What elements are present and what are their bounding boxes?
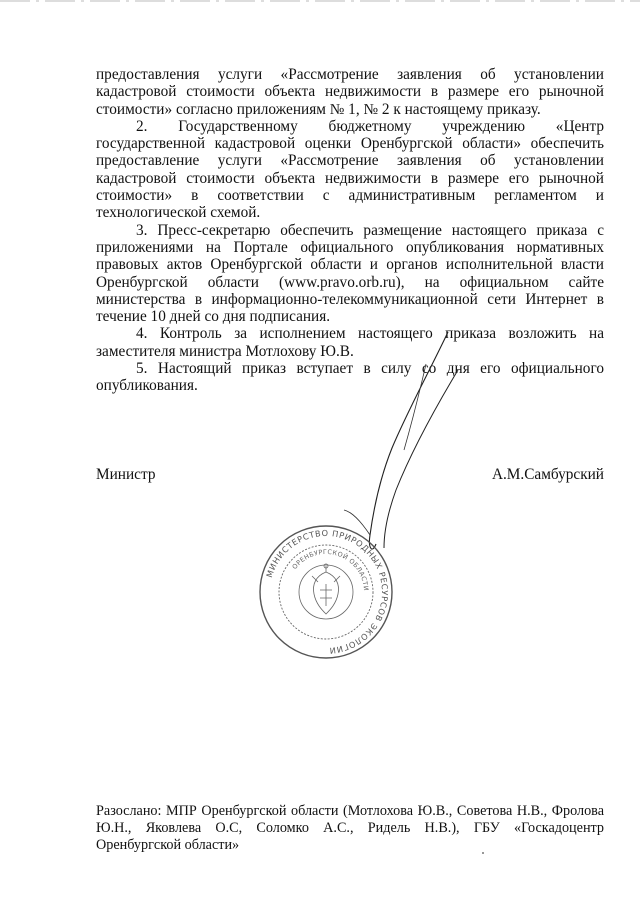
signatory-name: А.М.Самбурский xyxy=(491,466,604,483)
seal-outer-text: МИНИСТЕРСТВО ПРИРОДНЫХ РЕСУРСОВ ЭКОЛОГИИ xyxy=(264,527,391,656)
paragraph-item-3: 3. Пресс-секретарю обеспечить размещение настоящего приказа с приложениями на Портале официального опубликования нормативных правовых актов Оренбургской области и органов исполнительной власти Оренбургской области (www.pravo.orb.ru), на официальном сайте министерства в информационно-телекоммуникационной сети Интернет в течение 10 дней со дня подписания. xyxy=(96,221,604,326)
seal-inner-text: ОРЕНБУРГСКОЙ ОБЛАСТИ xyxy=(290,547,371,592)
paragraph-continuation: предоставления услуги «Рассмотрение заявления об установлении кадастровой стоимости объекта недвижимости в размере его рыночной стоимости» согласно приложениям № 1, № 2 к настоящему приказу. xyxy=(96,66,604,118)
paragraph-item-5: 5. Настоящий приказ вступает в силу со дня его официального опубликования. xyxy=(96,360,604,395)
paragraph-item-4: 4. Контроль за исполнением настоящего приказа возложить на заместителя министра Мотлохову Ю.В. xyxy=(96,325,604,360)
svg-text:ОРЕНБУРГСКОЙ ОБЛАСТИ xyxy=(291,548,370,591)
top-edge-marks xyxy=(0,0,640,4)
scan-speck xyxy=(482,852,484,854)
coat-of-arms-icon xyxy=(312,564,340,614)
signatory-position: Министр xyxy=(96,466,156,483)
official-seal xyxy=(256,522,396,662)
paragraph-item-2: 2. Государственному бюджетному учреждению «Центр государственной кадастровой оценки Оренбургской области» обеспечить предоставление услуги «Рассмотрение заявления об установлении кадастровой стоимости объекта недвижимости в размере его рыночной стоимости» в соответствии с административным регламентом и технологической схемой. xyxy=(96,117,604,222)
distribution-list xyxy=(96,803,604,854)
svg-text:МИНИСТЕРСТВО ПРИРОДНЫХ РЕСУРСО xyxy=(264,528,390,656)
distribution-text: Разослано: МПР Оренбургской области (Мотлохова Ю.В., Советова Н.В., Фролова Ю.Н., Яковлева О.С, Соломко А.С., Ридель Н.В.), ГБУ «Госкадоцентр Оренбургской области» xyxy=(96,803,604,853)
